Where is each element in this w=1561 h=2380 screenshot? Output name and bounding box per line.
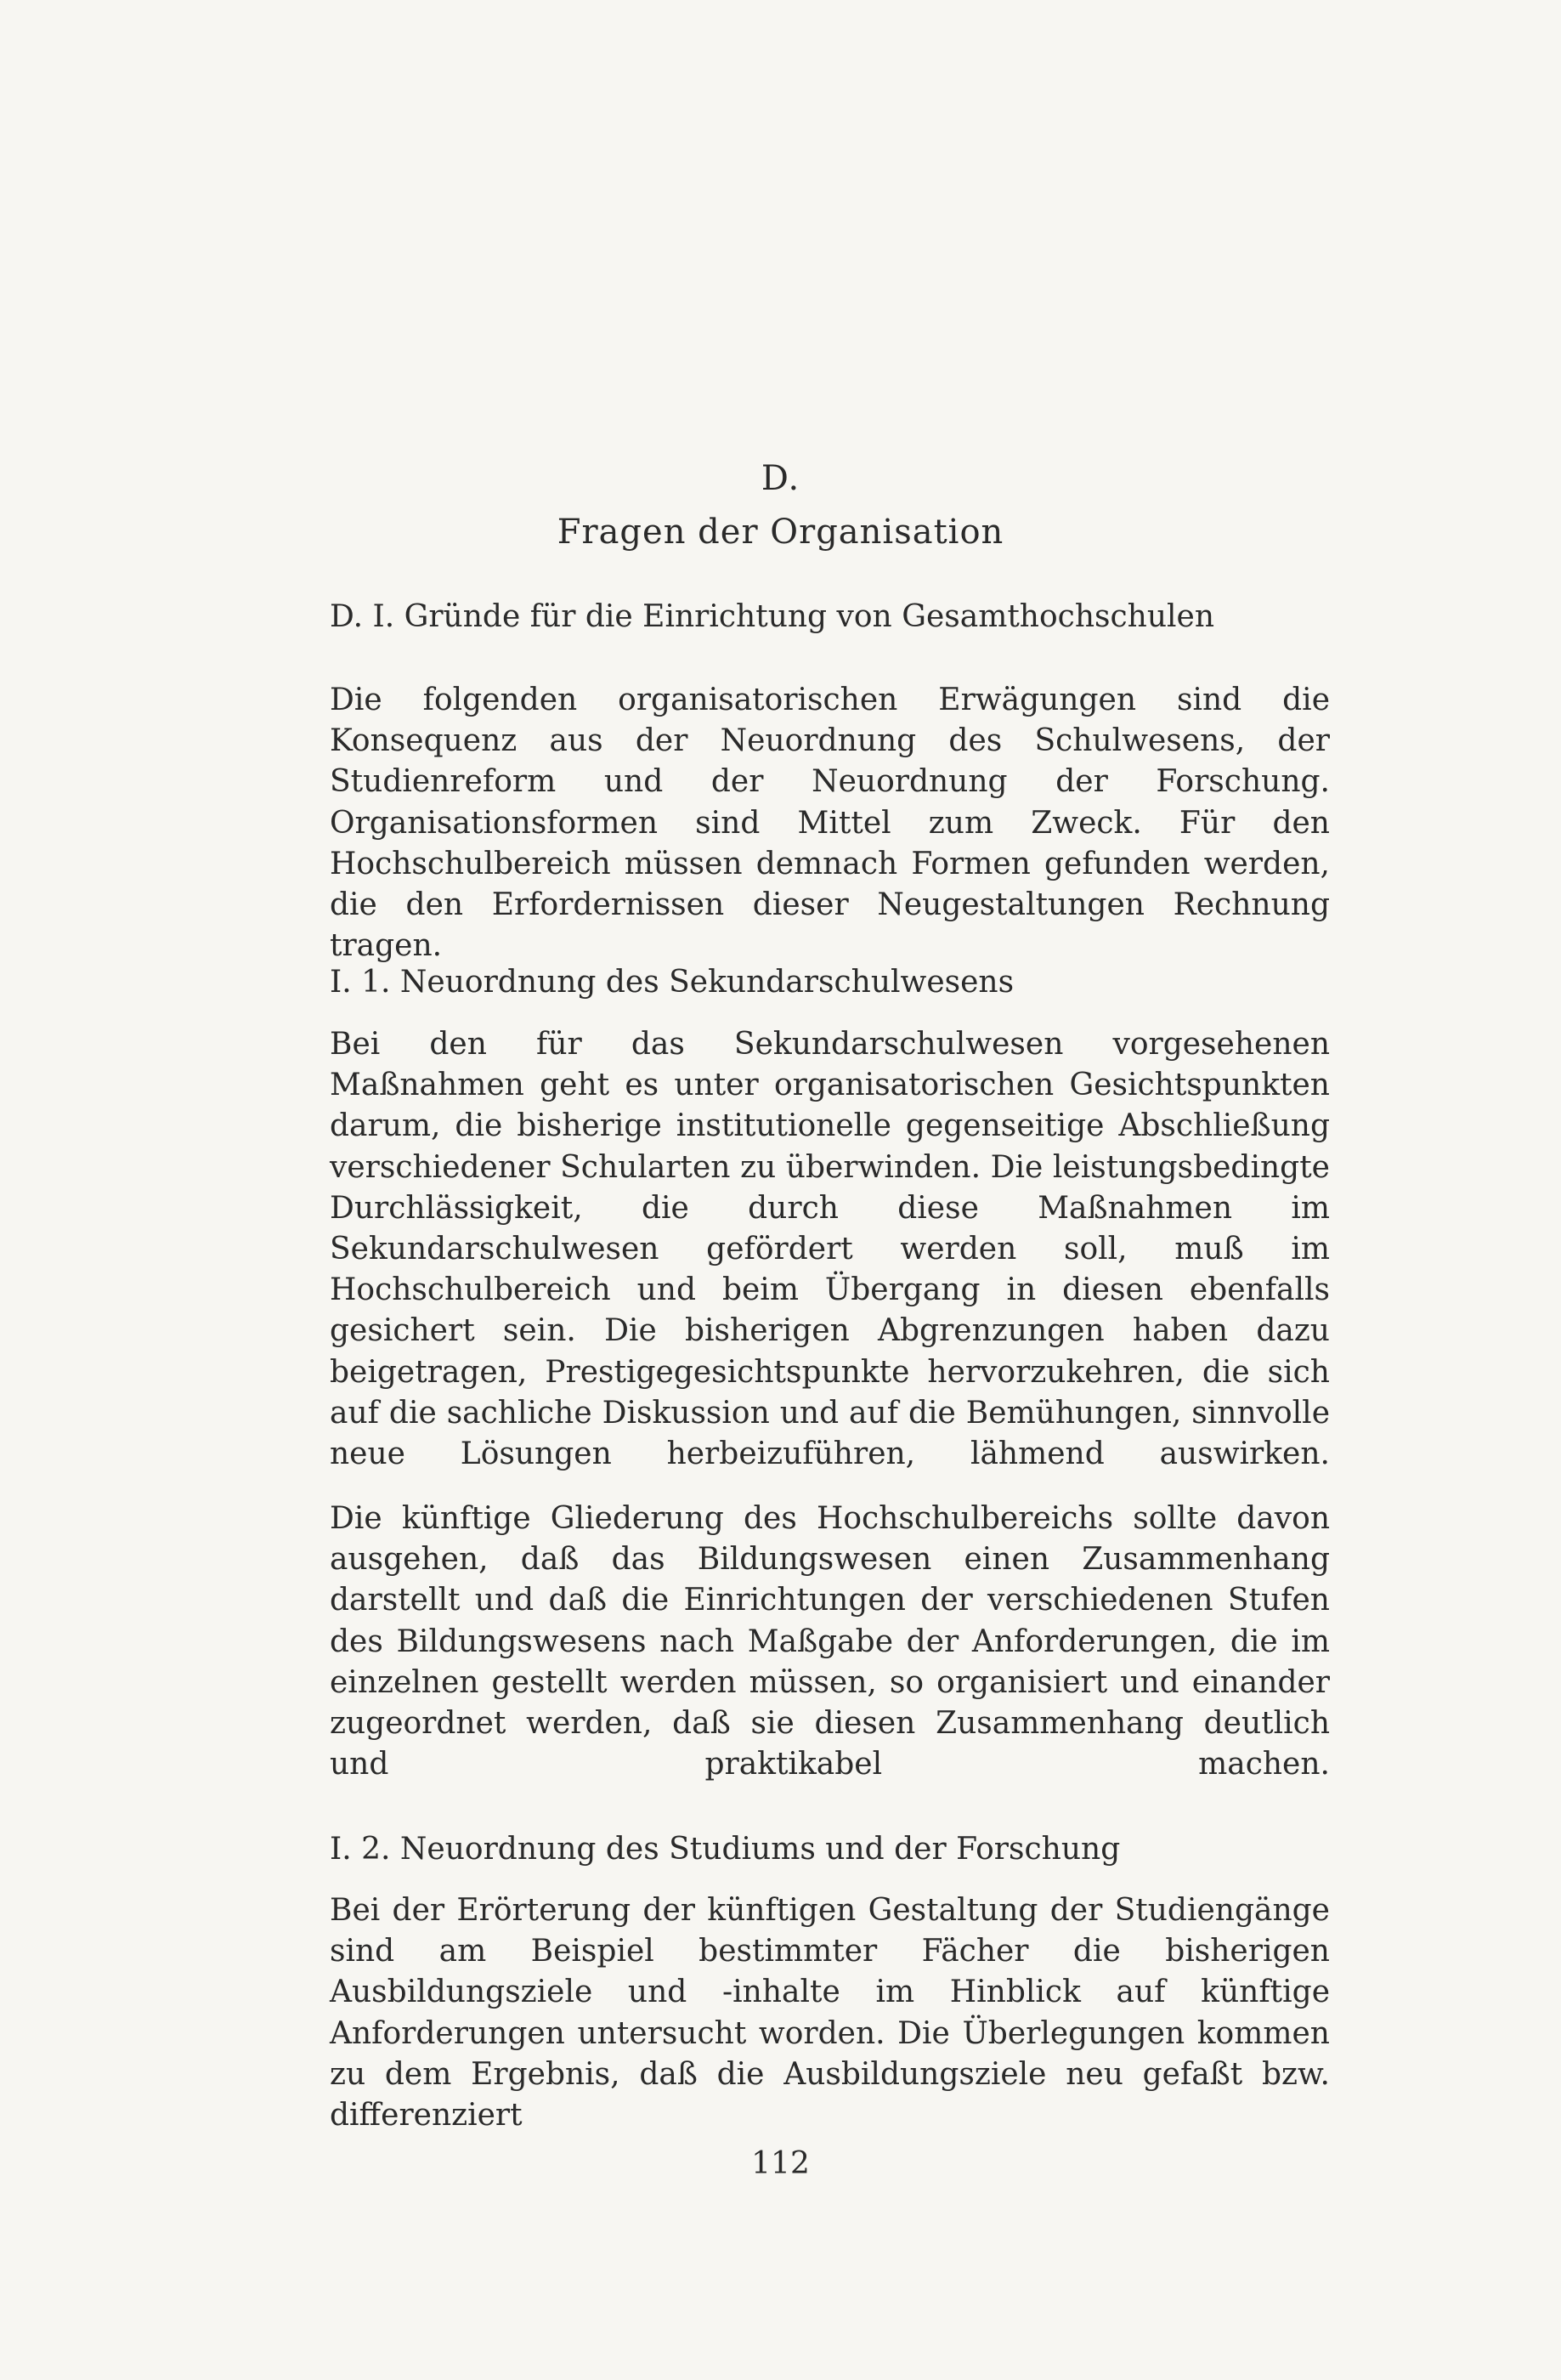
paragraph: Die künftige Gliederung des Hochschulbereichs sollte davon ausgehen, daß das Bildungswesen einen Zusammenhang darstellt und daß die Einrichtungen der verschiedenen Stufen des Bildungswesens nach Maßgabe der Anforderungen, die im einzelnen gestellt werden müssen, so organisiert und einander zugeordnet werden, daß sie diesen Zusammenhang deutlich und praktikabel machen.	[330, 1501, 1330, 1782]
chapter-title: Fragen der Organisation	[557, 513, 1004, 552]
paragraph: Die folgenden organisatorischen Erwägungen sind die Konsequenz aus der Neuordnung des Schulwesens, der Studienreform und der Neuordnung der Forschung. Organisationsformen sind Mittel zum Zweck. Für den Hochschulbereich müssen demnach Formen gefunden werden, die den Erfordernissen dieser Neugestaltungen Rechnung tragen.	[330, 683, 1330, 964]
page-number: 112	[751, 2146, 810, 2181]
section-heading: D. I. Gründe für die Einrichtung von Gesamthochschulen	[330, 599, 1215, 634]
paragraph: Bei den für das Sekundarschulwesen vorgesehenen Maßnahmen geht es unter organisatorischen Gesichtspunkten darum, die bisherige institutionelle gegenseitige Abschließung verschiedener Schularten zu überwinden. Die leistungsbedingte Durchlässigkeit, die durch diese Maßnahmen im Sekundarschulwesen gefördert werden soll, muß im Hochschulbereich und beim Übergang in diesen ebenfalls gesichert sein. Die bisherigen Abgrenzungen haben dazu beigetragen, Prestigegesichtspunkte hervorzukehren, die sich auf die sachliche Diskussion und auf die Bemühungen, sinnvolle neue Lösungen herbeizuführen, lähmend auswirken.	[330, 1027, 1330, 1472]
paragraph: Bei der Erörterung der künftigen Gestaltung der Studiengänge sind am Beispiel bestimmter Fächer die bisherigen Ausbildungsziele und -inhalte im Hinblick auf künftige Anforderungen untersucht worden. Die Überlegungen kommen zu dem Ergebnis, daß die Ausbildungsziele neu gefaßt bzw. differenziert	[330, 1893, 1330, 2134]
section-heading: I. 2. Neuordnung des Studiums und der Forschung	[330, 1832, 1121, 1867]
chapter-letter: D.	[761, 459, 800, 498]
section-heading: I. 1. Neuordnung des Sekundarschulwesens	[330, 965, 1015, 1000]
